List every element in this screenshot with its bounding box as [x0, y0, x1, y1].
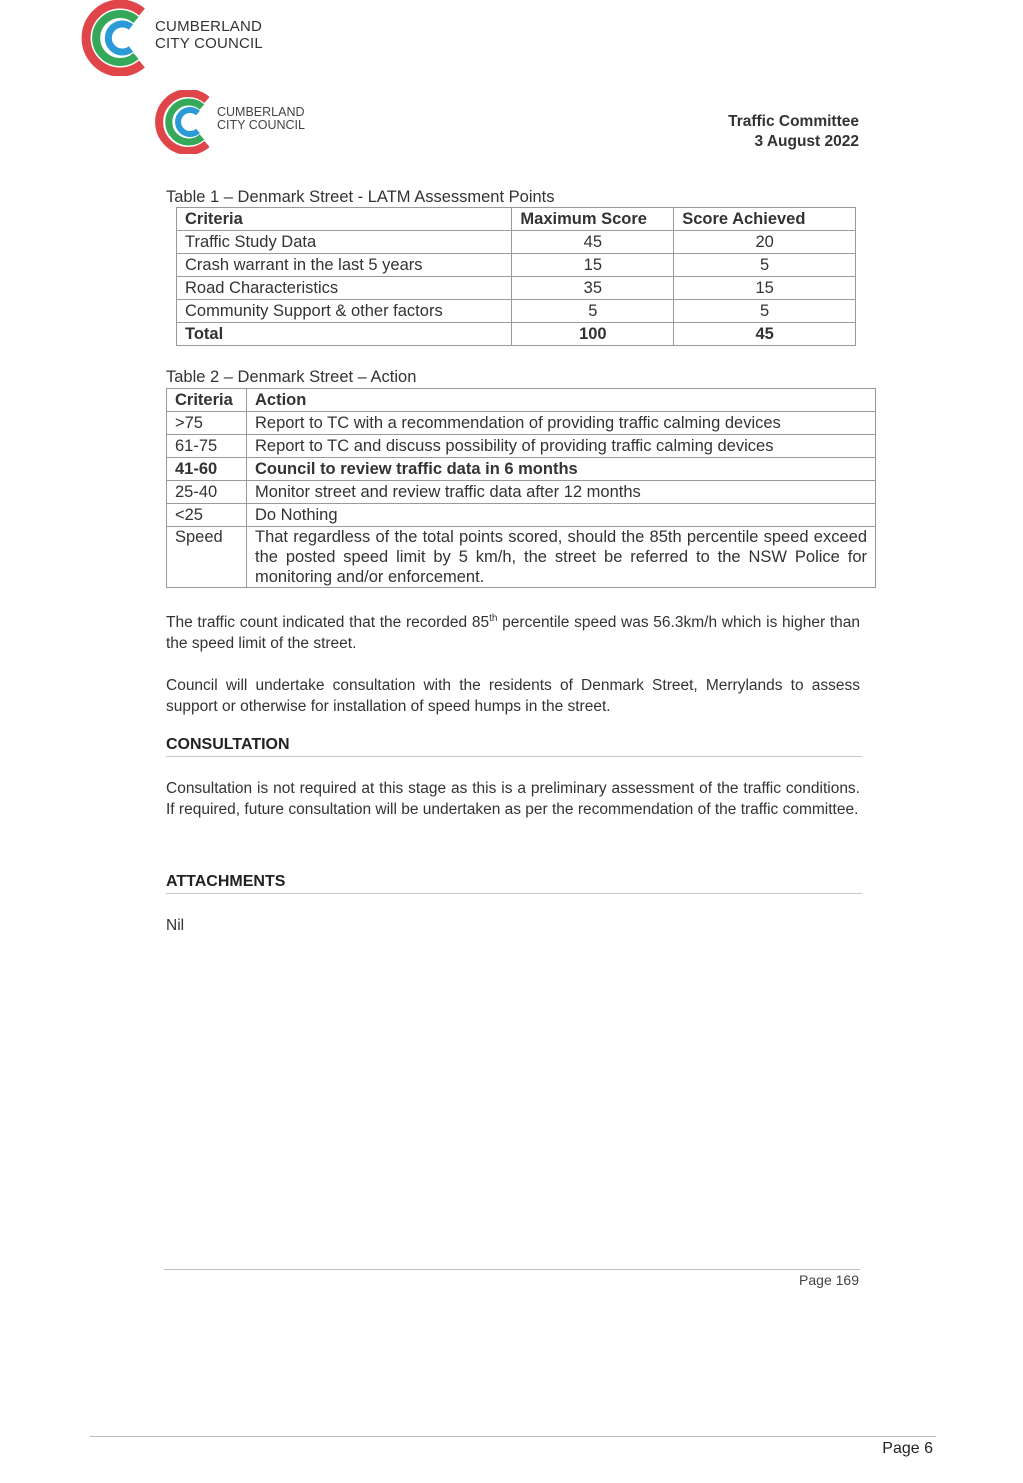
- header-action: Action: [246, 389, 875, 412]
- header-max-score: Maximum Score: [512, 208, 674, 231]
- logo-line-1: CUMBERLAND: [217, 105, 305, 119]
- committee-name: Traffic Committee: [728, 113, 859, 130]
- criteria-cell: 25-40: [167, 481, 247, 504]
- speed-text-end: percentile speed was 56.3km/h which is higher than the speed limit of the street.: [166, 614, 860, 652]
- total-max-score: 100: [512, 323, 674, 346]
- logo-line-2: CITY COUNCIL: [217, 118, 305, 132]
- action-table: [166, 388, 876, 588]
- max-score-cell: 45: [512, 231, 674, 254]
- criteria-cell: Speed: [167, 527, 247, 588]
- meeting-date: 3 August 2022: [754, 133, 859, 150]
- score-cell: 5: [674, 254, 856, 277]
- score-cell: 20: [674, 231, 856, 254]
- score-cell: 5: [674, 300, 856, 323]
- logo-line-1: CUMBERLAND: [155, 18, 263, 35]
- attachments-heading: ATTACHMENTS: [166, 873, 862, 894]
- report-header: [728, 112, 859, 152]
- action-cell: Do Nothing: [246, 504, 875, 527]
- inner-footer-divider: [164, 1269, 860, 1270]
- speed-paragraph: [166, 612, 860, 654]
- action-cell: Council to review traffic data in 6 months: [246, 458, 875, 481]
- criteria-cell: 41-60: [167, 458, 247, 481]
- table-row: [177, 231, 856, 254]
- assessment-table: [176, 207, 856, 346]
- action-cell: Monitor street and review traffic data after 12 months: [246, 481, 875, 504]
- council-logo-outer: [78, 0, 278, 76]
- table1-caption: Table 1 – Denmark Street - LATM Assessment Points: [166, 188, 555, 206]
- header-criteria: Criteria: [177, 208, 512, 231]
- criteria-cell: Traffic Study Data: [177, 231, 512, 254]
- header-score-achieved: Score Achieved: [674, 208, 856, 231]
- max-score-cell: 15: [512, 254, 674, 277]
- outer-page-number: Page 6: [882, 1440, 933, 1457]
- table-header-row: [167, 389, 876, 412]
- header-criteria: Criteria: [167, 389, 247, 412]
- table-row: [167, 527, 876, 588]
- table-row: [167, 435, 876, 458]
- table-row: [177, 300, 856, 323]
- score-cell: 15: [674, 277, 856, 300]
- criteria-cell: Crash warrant in the last 5 years: [177, 254, 512, 277]
- action-cell: Report to TC and discuss possibility of providing traffic calming devices: [246, 435, 875, 458]
- max-score-cell: 5: [512, 300, 674, 323]
- attachments-text: Nil: [166, 917, 185, 934]
- max-score-cell: 35: [512, 277, 674, 300]
- action-cell: Report to TC with a recommendation of providing traffic calming devices: [246, 412, 875, 435]
- consultation-heading: CONSULTATION: [166, 736, 862, 757]
- criteria-cell: >75: [167, 412, 247, 435]
- table-row: [167, 412, 876, 435]
- table-row: [177, 254, 856, 277]
- logo-line-2: CITY COUNCIL: [155, 35, 263, 52]
- table2-caption: Table 2 – Denmark Street – Action: [166, 368, 417, 386]
- criteria-cell: 61-75: [167, 435, 247, 458]
- ordinal-suffix: th: [489, 612, 498, 624]
- criteria-cell: Community Support & other factors: [177, 300, 512, 323]
- table-row: [167, 504, 876, 527]
- council-logo-inner: [153, 90, 333, 156]
- table-row: [167, 481, 876, 504]
- council-logo-icon: [78, 0, 154, 76]
- criteria-cell: Road Characteristics: [177, 277, 512, 300]
- criteria-cell: <25: [167, 504, 247, 527]
- consultation-text: Consultation is not required at this stage as this is a preliminary assessment of the traffic conditions. If required, future consultation will be undertaken as per the recommendation of the traffic committee.: [166, 780, 860, 818]
- table-header-row: [177, 208, 856, 231]
- table-row: [177, 277, 856, 300]
- inner-page-number: Page 169: [799, 1272, 859, 1288]
- total-score-achieved: 45: [674, 323, 856, 346]
- speed-text-start: The traffic count indicated that the recorded 85: [166, 614, 490, 631]
- table-row: [167, 458, 876, 481]
- council-logo-icon: [153, 90, 217, 154]
- total-row: [177, 323, 856, 346]
- consultation-plan-paragraph: Council will undertake consultation with the residents of Denmark Street, Merrylands to assess support or otherwise for installation of speed humps in the street.: [166, 677, 860, 715]
- action-cell: That regardless of the total points scored, should the 85th percentile speed exceed the posted speed limit by 5 km/h, the street be referred to the NSW Police for monitoring and/or enforcement.: [246, 527, 875, 588]
- outer-footer-divider: [90, 1436, 936, 1437]
- total-label: Total: [177, 323, 512, 346]
